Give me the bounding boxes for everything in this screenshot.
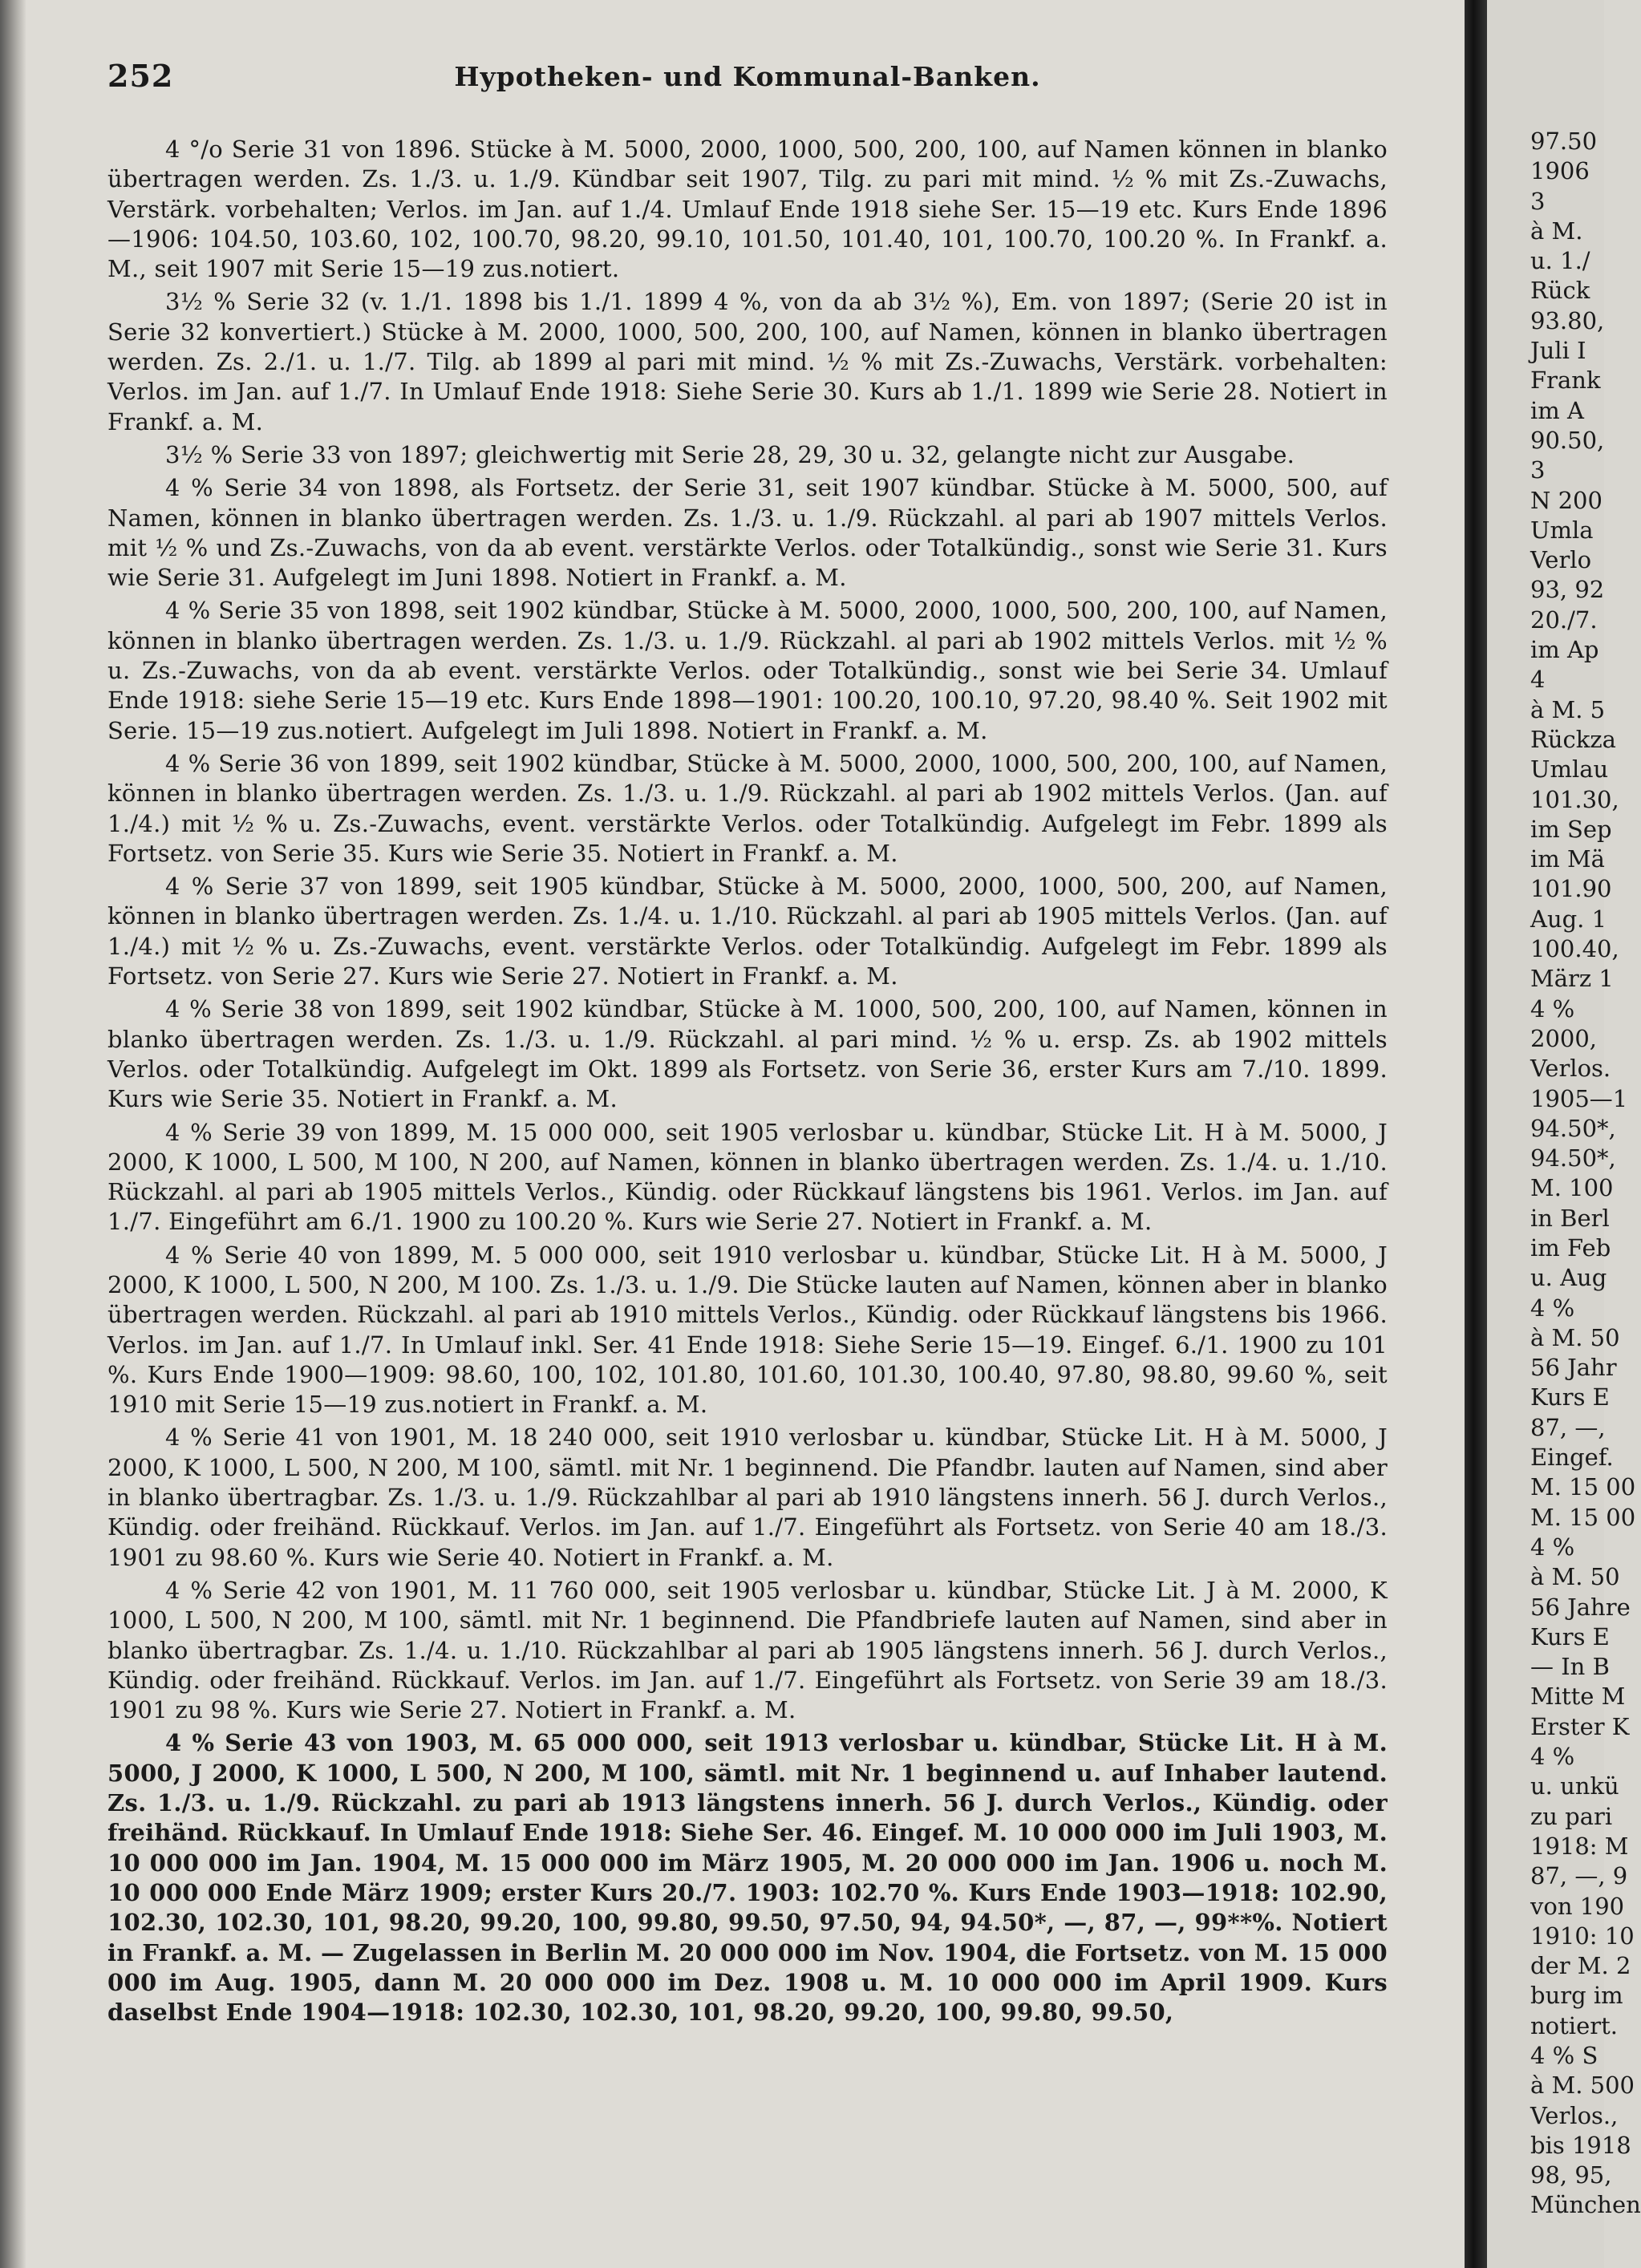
right-fragment-line: M. 100 xyxy=(1530,1174,1614,1202)
right-fragment-line: 20./7. xyxy=(1530,605,1598,634)
paragraph-serie-39: 4 % Serie 39 von 1899, M. 15 000 000, seit 1905 verlosbar u. kündbar, Stücke Lit. H à M. 5000, J 2000, K 1000, L 500, M 100, N 200, auf Namen, können in blanko übertragen werden. Zs. 1./4. u. 1./10. Rückzahl. al pari ab 1905 mittels Verlos., Kündig. oder Rückkauf längstens bis 1961. Verlos. im Jan. auf 1./7. Eingeführt am 6./1. 1900 zu 100.20 %. Kurs wie Serie 27. Notiert in Frankf. a. M. xyxy=(107,1118,1388,1236)
right-page-text-fragments xyxy=(1530,127,1641,2221)
right-fragment-line: 98, 95, xyxy=(1530,2161,1612,2189)
right-fragment-line: bis 1918 xyxy=(1530,2131,1631,2159)
page-header xyxy=(107,58,1388,98)
right-fragment-line: 56 Jahre xyxy=(1530,1593,1631,1621)
right-fragment-line: 97.50 xyxy=(1530,128,1598,155)
right-fragment-line: N 200 xyxy=(1530,486,1603,514)
book-gutter xyxy=(1465,0,1487,2268)
right-fragment-line: Erster K xyxy=(1530,1712,1630,1740)
right-fragment-line: im Feb xyxy=(1530,1233,1611,1262)
right-fragment-line: Kurs E xyxy=(1530,1383,1610,1411)
right-fragment-line: Mitte M xyxy=(1530,1683,1626,1711)
right-fragment-line: 100.40, xyxy=(1530,935,1619,963)
right-fragment-line: im Ap xyxy=(1530,636,1599,664)
right-fragment-line: Kurs E xyxy=(1530,1622,1610,1650)
right-fragment-line: 101.90 xyxy=(1530,875,1612,903)
right-fragment-line: 1918: M xyxy=(1530,1832,1629,1860)
right-fragment-line: 56 Jahr xyxy=(1530,1354,1617,1382)
right-fragment-line: 4 % xyxy=(1530,994,1575,1023)
right-fragment-line: März 1 xyxy=(1530,965,1614,993)
right-fragment-line: 94.50*, xyxy=(1530,1114,1616,1142)
right-fragment-line: M. 15 00 xyxy=(1530,1503,1636,1531)
right-fragment-line: 4 % xyxy=(1530,1533,1575,1561)
paragraph-serie-43: 4 % Serie 43 von 1903, M. 65 000 000, seit 1913 verlosbar u. kündbar, Stücke Lit. H à M. 5000, J 2000, K 1000, L 500, N 200, M 100, sämtl. mit Nr. 1 beginnend u. auf Inhaber lautend. Zs. 1./3. u. 1./9. Rückzahl. zu pari ab 1913 längstens innerh. 56 J. durch Verlos., Kündig. oder freihänd. Rückkauf. In Umlauf Ende 1918: Siehe Ser. 46. Eingef. M. 10 000 000 im Juli 1903, M. 10 000 000 im Jan. 1904, M. 15 000 000 im März 1905, M. 20 000 000 im Jan. 1906 u. noch M. 10 000 000 Ende März 1909; erster Kurs 20./7. 1903: 102.70 %. Kurs Ende 1903—1918: 102.90, 102.30, 102.30, 101, 98.20, 99.20, 100, 99.80, 99.50, 97.50, 94, 94.50*, —, 87, —, 99**%. Notiert in Frankf. a. M. — Zugelassen in Berlin M. 20 000 000 im Nov. 1904, die Fortsetz. von M. 15 000 000 im Aug. 1905, dann M. 20 000 000 im Dez. 1908 u. M. 10 000 000 im April 1909. Kurs daselbst Ende 1904—1918: 102.30, 102.30, 101, 98.20, 99.20, 100, 99.80, 99.50, xyxy=(107,1729,1388,2027)
right-fragment-line: u. Aug xyxy=(1530,1264,1607,1292)
paragraph-serie-41: 4 % Serie 41 von 1901, M. 18 240 000, seit 1910 verlosbar u. kündbar, Stücke Lit. H à M. 5000, J 2000, K 1000, L 500, N 200, M 100, sämtl. mit Nr. 1 beginnend. Die Pfandbr. lauten auf Namen, sind aber in blanko übertragbar. Zs. 1./3. u. 1./9. Rückzahlbar al pari ab 1910 längstens innerh. 56 J. durch Verlos., Kündig. oder freihänd. Rückkauf. Verlos. im Jan. auf 1./7. Eingeführt als Fortsetz. von Serie 40 am 18./3. 1901 zu 98.60 %. Kurs wie Serie 40. Notiert in Frankf. a. M. xyxy=(107,1424,1388,1571)
right-fragment-line: 101.30, xyxy=(1530,785,1619,813)
paragraph-serie-40: 4 % Serie 40 von 1899, M. 5 000 000, seit 1910 verlosbar u. kündbar, Stücke Lit. H à M. 5000, J 2000, K 1000, L 500, N 200, M 100. Zs. 1./3. u. 1./9. Die Stücke lauten auf Namen, können aber in blanko übertragen werden. Rückzahl. al pari ab 1910 mittels Verlos., Kündig. oder Rückkauf längstens bis 1966. Verlos. im Jan. auf 1./7. In Umlauf inkl. Ser. 41 Ende 1918: Siehe Serie 15—19. Eingef. 6./1. 1900 zu 101 %. Kurs Ende 1900—1909: 98.60, 100, 102, 101.80, 101.60, 101.30, 100.40, 97.80, 98.80, 99.60 %, seit 1910 mit Serie 15—19 zus.notiert in Frankf. a. M. xyxy=(107,1241,1388,1419)
right-fragment-line: Verlos. xyxy=(1530,1055,1611,1083)
scan-left-edge xyxy=(0,0,26,2268)
right-fragment-line: Rückza xyxy=(1530,725,1616,753)
right-fragment-line: à M. 50 xyxy=(1530,1323,1620,1351)
right-fragment-line: u. 1./ xyxy=(1530,247,1590,275)
right-fragment-line: im A xyxy=(1530,396,1584,424)
right-fragment-line: Frank xyxy=(1530,367,1601,395)
right-fragment-line: in Berl xyxy=(1530,1204,1610,1232)
right-fragment-line: Verlo xyxy=(1530,546,1592,574)
right-fragment-line: 93, 92 xyxy=(1530,576,1605,604)
right-fragment-line: — In B xyxy=(1530,1653,1610,1681)
paragraph-serie-37: 4 % Serie 37 von 1899, seit 1905 kündbar, Stücke à M. 5000, 2000, 1000, 500, 200, auf Namen, können in blanko übertragen werden. Zs. 1./4. u. 1./10. Rückzahl. al pari ab 1905 mittels Verlos. (Jan. auf 1./4.) mit ½ % u. Zs.-Zuwachs, event. verstärkte Verlos. oder Totalkündig. Aufgelegt im Febr. 1899 als Fortsetz. von Serie 27. Kurs wie Serie 27. Notiert in Frankf. a. M. xyxy=(107,873,1388,990)
right-fragment-line: 94.50*, xyxy=(1530,1144,1616,1172)
paragraph-serie-31: 4 °/o Serie 31 von 1896. Stücke à M. 5000, 2000, 1000, 500, 200, 100, auf Namen können in blanko übertragen werden. Zs. 1./3. u. 1./9. Kündbar seit 1907, Tilg. zu pari mit mind. ½ % mit Zs.-Zuwachs, Verstärk. vorbehalten; Verlos. im Jan. auf 1./4. Umlauf Ende 1918 siehe Ser. 15—19 etc. Kurs Ende 1896—1906: 104.50, 103.60, 102, 100.70, 98.20, 99.10, 101.50, 101.40, 101, 100.70, 100.20 %. In Frankf. a. M., seit 1907 mit Serie 15—19 zus.notiert. xyxy=(107,136,1388,283)
right-fragment-line: 3 xyxy=(1530,456,1546,484)
right-fragment-line: Umla xyxy=(1530,516,1594,544)
right-fragment-line: à M. 50 xyxy=(1530,1563,1620,1591)
right-fragment-line: 4 % S xyxy=(1530,2042,1598,2069)
right-fragment-line: 4 xyxy=(1530,666,1546,694)
right-fragment-line: notiert. xyxy=(1530,2011,1618,2039)
right-fragment-line: der M. 2 xyxy=(1530,1952,1631,1980)
right-fragment-line: 93.80, xyxy=(1530,306,1605,334)
right-fragment-line: im Mä xyxy=(1530,845,1605,873)
right-fragment-line: Juli I xyxy=(1530,337,1586,365)
right-fragment-line: Rück xyxy=(1530,277,1590,305)
right-fragment-line: Eingef. xyxy=(1530,1444,1614,1472)
right-fragment-line: von 190 xyxy=(1530,1892,1625,1920)
right-fragment-line: zu pari xyxy=(1530,1802,1613,1830)
right-fragment-line: 90.50, xyxy=(1530,426,1605,454)
right-fragment-line: M. 15 00 xyxy=(1530,1473,1636,1501)
right-fragment-line: burg im xyxy=(1530,1982,1623,2010)
right-fragment-line: im Sep xyxy=(1530,815,1612,843)
paragraph-serie-32: 3½ % Serie 32 (v. 1./1. 1898 bis 1./1. 1899 4 %, von da ab 3½ %), Em. von 1897; (Serie 20 ist in Serie 32 konvertiert.) Stücke à M. 2000, 1000, 500, 200, 100, auf Namen, können in blanko übertragen werden. Zs. 2./1. u. 1./7. Tilg. ab 1899 al pari mit mind. ½ % mit Zs.-Zuwachs, Verstärk. vorbehalten: Verlos. im Jan. auf 1./7. In Umlauf Ende 1918: Siehe Serie 30. Kurs ab 1./1. 1899 wie Serie 28. Notiert in Frankf. a. M. xyxy=(107,288,1388,435)
paragraph-serie-35: 4 % Serie 35 von 1898, seit 1902 kündbar, Stücke à M. 5000, 2000, 1000, 500, 200, 100, auf Namen, können in blanko übertragen werden. Zs. 1./3. u. 1./9. Rückzahl. al pari ab 1902 mittels Verlos. mit ½ % u. Zs.-Zuwachs, von da ab event. verstärkte Verlos. oder Totalkündig., sonst wie bei Serie 34. Umlauf Ende 1918: siehe Serie 15—19 etc. Kurs Ende 1898—1901: 100.20, 100.10, 97.20, 98.40 %. Seit 1902 mit Serie. 15—19 zus.notiert. Aufgelegt im Juli 1898. Notiert in Frankf. a. M. xyxy=(107,597,1388,744)
paragraph-serie-34: 4 % Serie 34 von 1898, als Fortsetz. der Serie 31, seit 1907 kündbar. Stücke à M. 5000, 500, auf Namen, können in blanko übertragen werden. Zs. 1./3. u. 1./9. Rückzahl. al pari ab 1907 mittels Verlos. mit ½ % und Zs.-Zuwachs, von da ab event. verstärkte Verlos. oder Totalkündig., sonst wie Serie 31. Kurs wie Serie 31. Aufgelegt im Juni 1898. Notiert in Frankf. a. M. xyxy=(107,474,1388,592)
right-fragment-line: Umlau xyxy=(1530,755,1609,784)
paragraph-serie-33: 3½ % Serie 33 von 1897; gleichwertig mit Serie 28, 29, 30 u. 32, gelangte nicht zur Ausgabe. xyxy=(165,440,1295,468)
right-fragment-line: 4 % xyxy=(1530,1743,1575,1771)
paragraph-serie-38: 4 % Serie 38 von 1899, seit 1902 kündbar, Stücke à M. 1000, 500, 200, 100, auf Namen, können in blanko übertragen werden. Zs. 1./3. u. 1./9. Rückzahl. al pari mind. ½ % u. ersp. Zs. ab 1902 mittels Verlos. oder Totalkündig. Aufgelegt im Okt. 1899 als Fortsetz. von Serie 36, erster Kurs am 7./10. 1899. Kurs wie Serie 35. Notiert in Frankf. a. M. xyxy=(107,995,1388,1113)
paragraph-serie-36: 4 % Serie 36 von 1899, seit 1902 kündbar, Stücke à M. 5000, 2000, 1000, 500, 200, 100, auf Namen, können in blanko übertragen werden. Zs. 1./3. u. 1./9. Rückzahl. al pari ab 1902 mittels Verlos. (Jan. auf 1./4.) mit ½ % u. Zs.-Zuwachs, event. verstärkte Verlos. oder Totalkündig. Aufgelegt im Febr. 1899 als Fortsetz. von Serie 35. Kurs wie Serie 35. Notiert in Frankf. a. M. xyxy=(107,749,1388,867)
right-fragment-line: à M. 5 xyxy=(1530,695,1606,723)
right-fragment-line: 87, —, 9 xyxy=(1530,1862,1628,1890)
paragraph-serie-42: 4 % Serie 42 von 1901, M. 11 760 000, seit 1905 verlosbar u. kündbar, Stücke Lit. J à M. 2000, K 1000, L 500, N 200, M 100, sämtl. mit Nr. 1 beginnend. Die Pfandbriefe lauten auf Namen, sind aber in blanko übertragbar. Zs. 1./4. u. 1./10. Rückzahlbar al pari ab 1905 längstens innerh. 56 J. durch Verlos., Kündig. oder freihänd. Rückkauf. Verlos. im Jan. auf 1./7. Eingeführt als Fortsetz. von Serie 39 am 18./3. 1901 zu 98 %. Kurs wie Serie 27. Notiert in Frankf. a. M. xyxy=(107,1576,1388,1724)
page-number: 252 xyxy=(107,58,174,94)
right-fragment-line: 3 xyxy=(1530,187,1546,215)
running-title: Hypotheken- und Kommunal-Banken. xyxy=(454,61,1041,92)
right-fragment-line: Verlos., xyxy=(1530,2101,1619,2129)
right-fragment-line: à M. 500 xyxy=(1530,2072,1635,2100)
right-fragment-line: u. unkü xyxy=(1530,1772,1619,1800)
right-fragment-line: 2000, xyxy=(1530,1024,1598,1052)
right-fragment-line: 1910: 10 xyxy=(1530,1922,1635,1950)
right-fragment-line: München xyxy=(1530,2191,1641,2219)
main-text-column xyxy=(107,135,1388,2031)
right-fragment-line: 4 % xyxy=(1530,1294,1575,1322)
right-fragment-line: à M. xyxy=(1530,217,1583,245)
right-fragment-line: 87, —, xyxy=(1530,1413,1606,1441)
right-fragment-line: 1906 xyxy=(1530,157,1590,185)
right-fragment-line: Aug. 1 xyxy=(1530,905,1607,933)
right-fragment-line: 1905—1 xyxy=(1530,1084,1628,1112)
